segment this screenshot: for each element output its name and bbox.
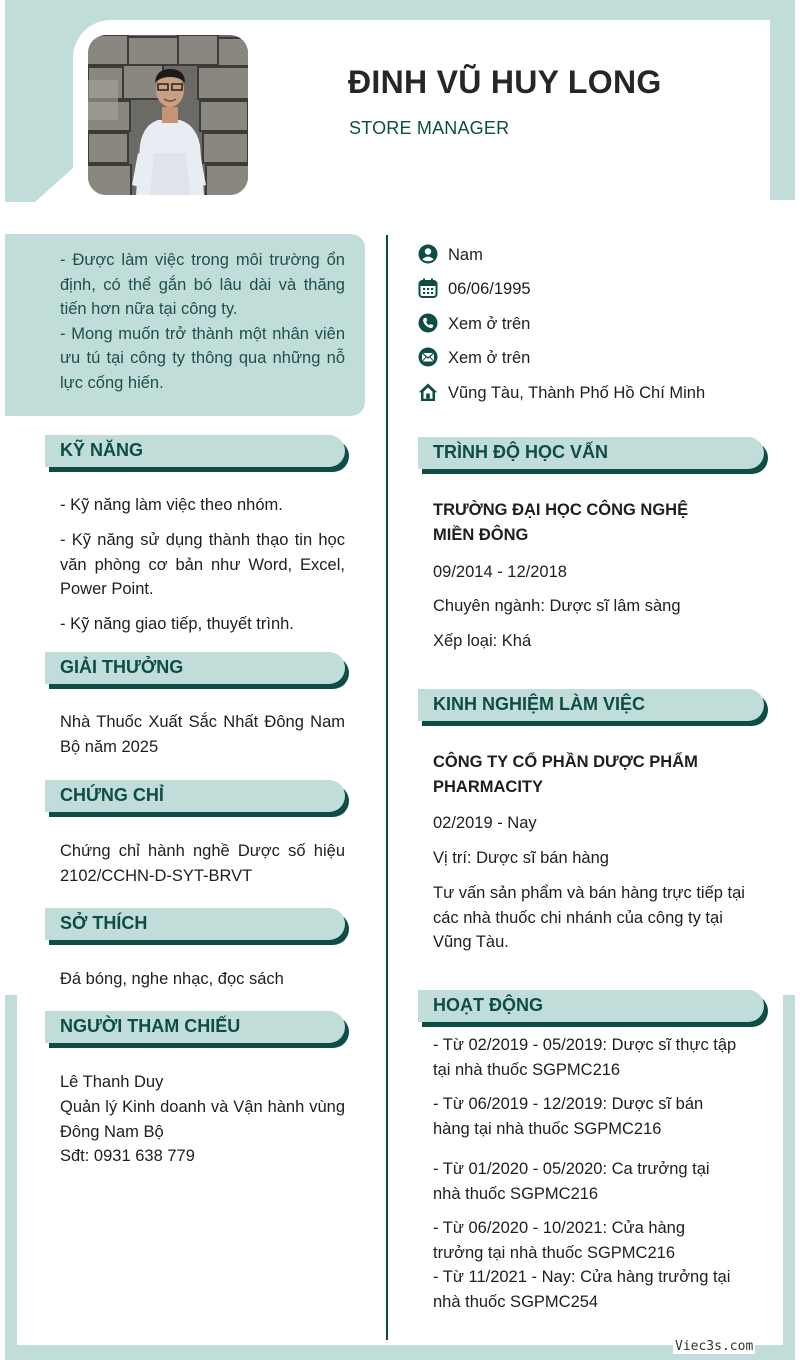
- section-header-certificates: [45, 780, 345, 812]
- section-header-experience: [418, 689, 764, 721]
- contact-email: Xem ở trên: [448, 349, 531, 367]
- experience-description: Tư vấn sản phẩm và bán hàng trực tiếp tại các nhà thuốc chi nhánh của công ty tại Vũng Tàu.: [433, 884, 745, 951]
- home-icon: [418, 382, 438, 402]
- contact-gender: Nam: [448, 246, 483, 264]
- section-title: TRÌNH ĐỘ HỌC VẤN: [433, 442, 608, 462]
- column-divider: [386, 235, 388, 1340]
- section-title: GIẢI THƯỞNG: [60, 657, 184, 677]
- contact-phone: Xem ở trên: [448, 315, 531, 333]
- frame-right: [783, 995, 795, 1360]
- section-title: KINH NGHIỆM LÀM VIỆC: [433, 694, 646, 714]
- section-header-activities: [418, 990, 764, 1022]
- list-item: - Kỹ năng giao tiếp, thuyết trình.: [60, 615, 294, 633]
- candidate-name: ĐINH VŨ HUY LONG: [348, 64, 662, 100]
- reference-name: Lê Thanh Duy: [60, 1073, 164, 1091]
- education-major: Chuyên ngành: Dược sĩ lâm sàng: [433, 597, 681, 615]
- contact-birthday: 06/06/1995: [448, 280, 531, 298]
- school-name: TRƯỜNG ĐẠI HỌC CÔNG NGHỆ MIỀN ĐÔNG: [433, 501, 689, 544]
- list-item: - Từ 11/2021 - Nay: Cửa hàng trưởng tại nhà thuốc SGPMC254: [433, 1268, 731, 1311]
- frame-left: [5, 995, 17, 1360]
- reference-role: Quản lý Kinh doanh và Vận hành vùng Đông Nam Bộ: [60, 1098, 345, 1141]
- job-title: STORE MANAGER: [349, 118, 510, 138]
- section-title: NGƯỜI THAM CHIẾU: [60, 1016, 241, 1036]
- section-title: CHỨNG CHỈ: [60, 785, 164, 805]
- list-item: - Từ 06/2020 - 10/2021: Cửa hàng trưởng tại nhà thuốc SGPMC216: [433, 1219, 686, 1262]
- header-corner-cut: [5, 140, 85, 202]
- section-header-hobbies: [45, 908, 345, 940]
- email-icon: [418, 347, 438, 367]
- contact-address: Vũng Tàu, Thành Phố Hồ Chí Minh: [448, 384, 706, 402]
- section-title: SỞ THÍCH: [60, 913, 148, 933]
- experience-period: 02/2019 - Nay: [433, 814, 537, 832]
- education-grade: Xếp loại: Khá: [433, 632, 532, 650]
- section-title: HOẠT ĐỘNG: [433, 995, 543, 1015]
- section-title: KỸ NĂNG: [60, 440, 144, 460]
- award-text: Nhà Thuốc Xuất Sắc Nhất Đông Nam Bộ năm 2025: [60, 713, 345, 756]
- watermark: Viec3s.com: [675, 1339, 754, 1354]
- calendar-icon: [418, 278, 438, 298]
- experience-position: Vị trí: Dược sĩ bán hàng: [433, 849, 609, 867]
- section-header-awards: [45, 652, 345, 684]
- user-icon: [418, 244, 438, 264]
- list-item: - Kỹ năng làm việc theo nhóm.: [60, 496, 283, 514]
- certificate-text: Chứng chỉ hành nghề Dược số hiệu 2102/CCHN-D-SYT-BRVT: [60, 842, 345, 885]
- reference-phone: Sđt: 0931 638 779: [60, 1147, 195, 1165]
- section-header-references: [45, 1011, 345, 1043]
- phone-icon: [418, 313, 438, 333]
- list-item: - Từ 01/2020 - 05/2020: Ca trưởng tại nhà thuốc SGPMC216: [433, 1160, 710, 1203]
- profile-photo: [88, 35, 248, 195]
- list-item: - Từ 02/2019 - 05/2019: Dược sĩ thực tập tại nhà thuốc SGPMC216: [433, 1036, 737, 1079]
- section-header-education: [418, 437, 764, 469]
- education-period: 09/2014 - 12/2018: [433, 563, 567, 581]
- objective-text: - Được làm việc trong môi trường ổn định, có thể gắn bó lâu dài và thăng tiến hơn nữa tại công ty. - Mong muốn trở thành một nhân viên ưu tú tại công ty thông qua những nỗ lực cống hiến.: [60, 251, 345, 392]
- list-item: - Từ 06/2019 - 12/2019: Dược sĩ bán hàng tại nhà thuốc SGPMC216: [433, 1095, 704, 1138]
- section-header-skills: [45, 435, 345, 467]
- company-name: CÔNG TY CỔ PHẦN DƯỢC PHẨM PHARMACITY: [433, 753, 698, 796]
- list-item: - Kỹ năng sử dụng thành thạo tin học văn phòng cơ bản như Word, Excel, Power Point.: [60, 531, 345, 598]
- header-background-right: [770, 0, 795, 200]
- hobbies-text: Đá bóng, nghe nhạc, đọc sách: [60, 970, 284, 988]
- header-background-top: [5, 0, 795, 22]
